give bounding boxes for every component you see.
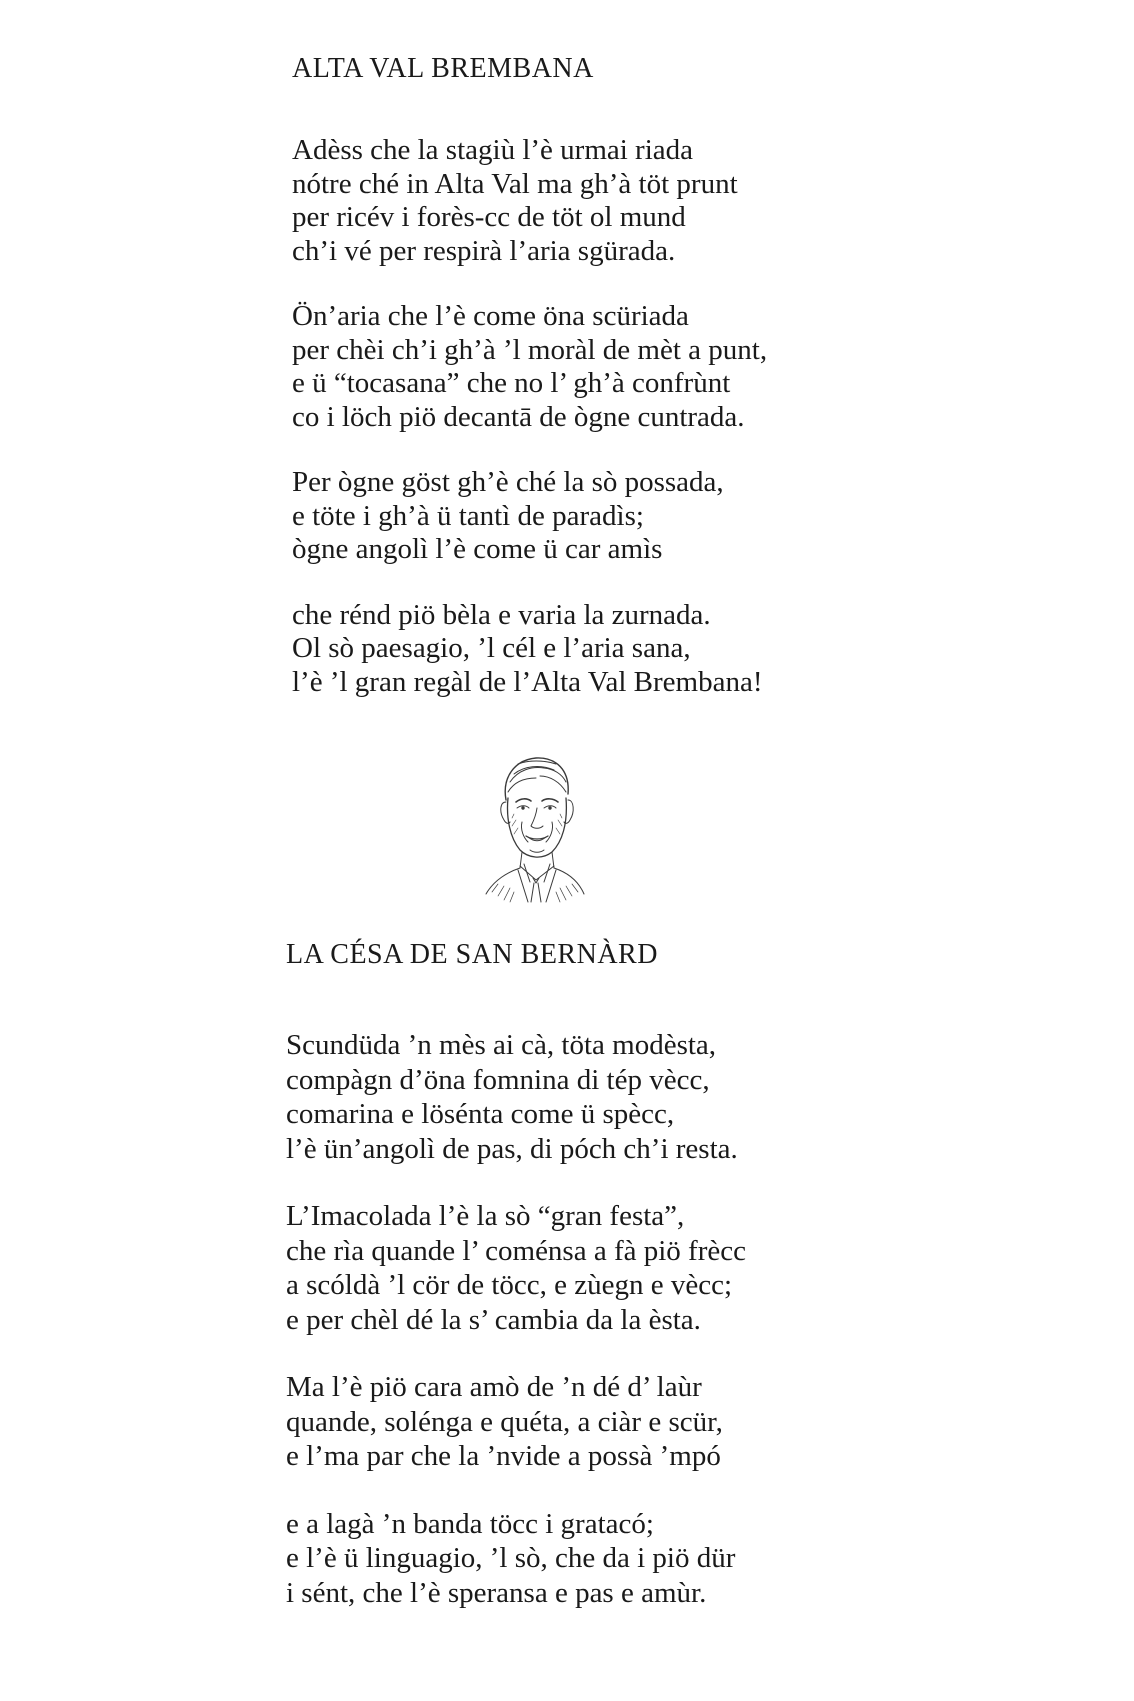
stanza [286, 1199, 746, 1337]
poem-la-cesa-de-san-bernard [286, 938, 746, 1610]
poem-line: che rìa quande l’ coménsa a fà piö frècc [286, 1234, 746, 1267]
stanza [286, 1507, 746, 1611]
poem-line: che rénd piö bèla e varia la zurnada. [292, 598, 711, 631]
poem-line: Per ògne göst gh’è ché la sò possada, [292, 466, 724, 498]
poem-line: Adèss che la stagiù l’è urmai riada [292, 134, 694, 166]
poem-line: e l’ma par che la ’nvide a possà ’mpó [286, 1440, 721, 1472]
poem-line: Ol sò paesagio, ’l cél e l’aria sana, [292, 632, 691, 664]
poem-line: comarina e lösénta come ü spècc, [286, 1098, 675, 1130]
poem-line: ògne angolì l’è come ü car amìs [292, 533, 663, 565]
poem-line: Scundüda ’n mès ai cà, töta modèsta, [286, 1029, 717, 1061]
stanza [292, 300, 767, 434]
poem-title: ALTA VAL BREMBANA [292, 53, 594, 84]
poem-line: co i löch piö decantā de ògne cuntrada. [292, 400, 745, 433]
poem-line: Ön’aria che l’è come öna scüriada [292, 300, 689, 332]
stanza [292, 134, 767, 268]
poem-line: e töte i gh’à ü tantì de paradìs; [292, 499, 644, 532]
portrait-sketch-icon [484, 752, 586, 904]
stanza [292, 599, 767, 700]
poem-line: L’Imacolada l’è la sò “gran festa”, [286, 1200, 685, 1232]
poem-line: a scóldà ’l cör de töcc, e zùegn e vècc; [286, 1269, 733, 1301]
poem-line: e l’è ü linguagio, ’l sò, che da i piö dür [286, 1542, 736, 1574]
stanza [286, 1028, 746, 1166]
stanza [292, 466, 767, 567]
poem-line: nótre ché in Alta Val ma gh’à töt prunt [292, 167, 738, 200]
poem-title: LA CÉSA DE SAN BERNÀRD [286, 939, 658, 970]
poem-line: compàgn d’öna fomnina di tép vècc, [286, 1063, 710, 1096]
poem-line: ch’i vé per respirà l’aria sgürada. [292, 234, 676, 267]
poem-line: e ü “tocasana” che no l’ gh’à confrùnt [292, 367, 731, 399]
poem-line: per ricév i forès-cc de töt ol mund [292, 201, 686, 233]
poem-line: i sént, che l’è speransa e pas e amùr. [286, 1576, 707, 1609]
poem-line: quande, solénga e quéta, a ciàr e scür, [286, 1405, 723, 1438]
stanza [286, 1370, 746, 1474]
poem-line: l’è ’l gran regàl de l’Alta Val Brembana! [292, 665, 763, 698]
poem-line: e a lagà ’n banda töcc i gratacó; [286, 1507, 654, 1540]
poem-line: per chèi ch’i gh’à ’l moràl de mèt a punt, [292, 333, 768, 366]
poem-alta-val-brembana [292, 52, 767, 699]
poem-line: l’è ün’angolì de pas, di póch ch’i resta. [286, 1132, 738, 1165]
poem-line: Ma l’è piö cara amò de ’n dé d’ laùr [286, 1371, 702, 1403]
poem-line: e per chèl dé la s’ cambia da la èsta. [286, 1303, 701, 1336]
